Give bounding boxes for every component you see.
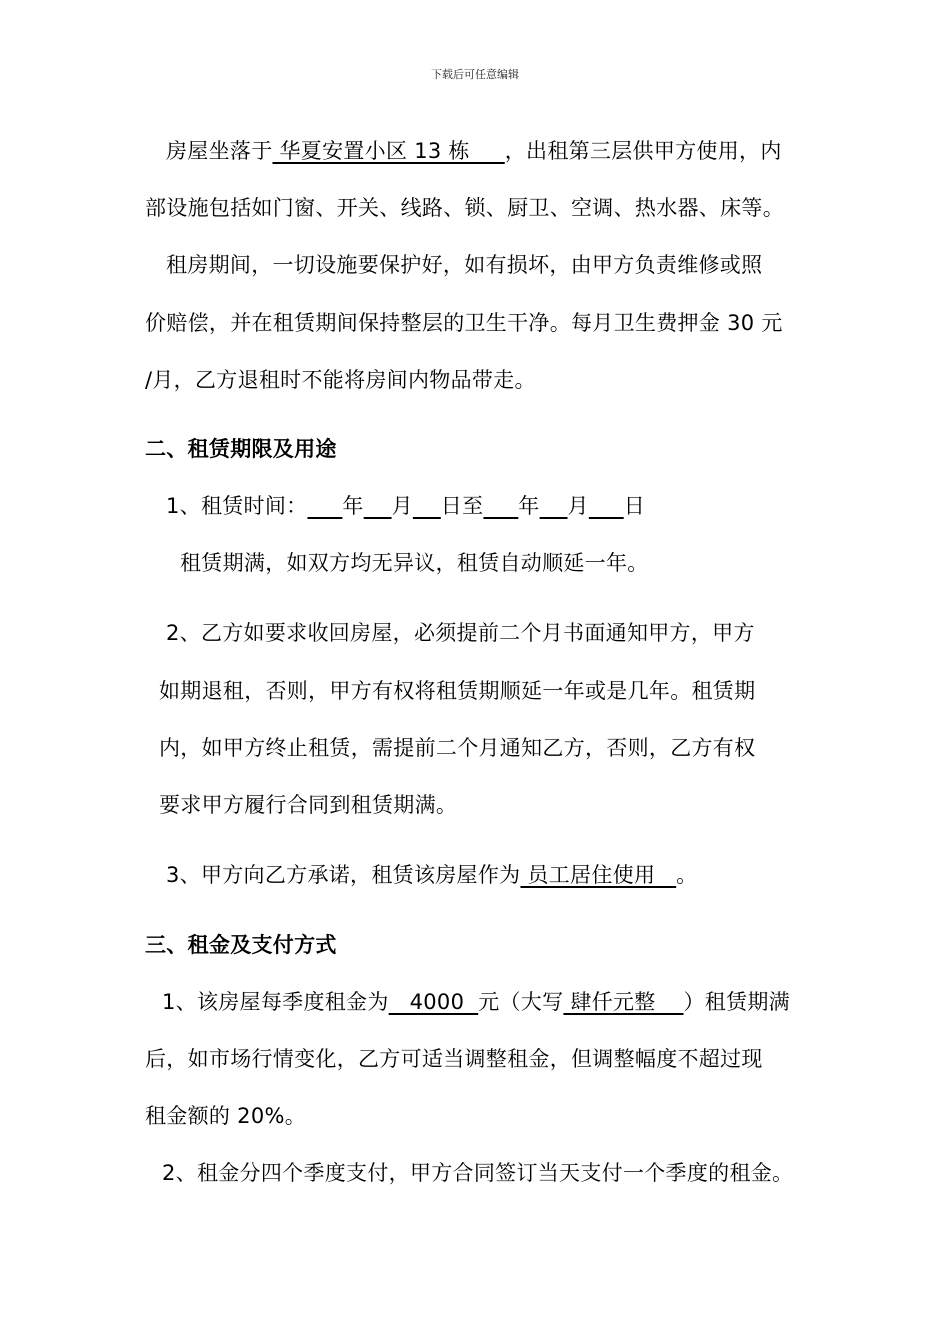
text: 日 xyxy=(623,494,646,518)
text: 1、租赁时间： xyxy=(166,494,308,518)
section-3-heading: 三、租金及支付方式 xyxy=(145,933,337,957)
blank-field xyxy=(364,494,392,518)
intro-line-3: 租房期间，一切设施要保护好，如有损坏，由甲方负责维修或照 xyxy=(166,253,763,277)
text: 1、该房屋每季度租金为 xyxy=(162,990,389,1014)
text: 月 xyxy=(567,494,589,518)
usage-field: 员工居住使用 xyxy=(520,863,677,887)
lease-period-line xyxy=(166,491,645,521)
blank-field xyxy=(307,494,342,518)
intro-line-4: 价赔偿，并在租赁期间保持整层的卫生干净。每月卫生费押金 30 元 xyxy=(145,311,783,335)
text: 房屋坐落于 xyxy=(166,139,273,163)
text: 月 xyxy=(391,494,413,518)
text: 日至 xyxy=(440,494,484,518)
blank-field xyxy=(589,494,624,518)
blank-field xyxy=(540,494,568,518)
text: 。 xyxy=(676,863,698,887)
section-2-heading: 二、租赁期限及用途 xyxy=(145,437,337,461)
text: 元（大写 xyxy=(478,990,564,1014)
item-2-line-2: 如期退租，否则，甲方有权将租赁期顺延一年或是几年。租赁期 xyxy=(159,679,756,703)
text: 3、甲方向乙方承诺，租赁该房屋作为 xyxy=(166,863,521,887)
location-field: 华夏安置小区 13 栋 xyxy=(272,139,505,163)
rent-amount-cn-field: 肆仟元整 xyxy=(563,990,684,1014)
intro-line-1 xyxy=(166,136,782,166)
item-2-line-4: 要求甲方履行合同到租赁期满。 xyxy=(159,793,458,817)
intro-line-2: 部设施包括如门窗、开关、线路、锁、厨卫、空调、热水器、床等。 xyxy=(145,196,784,220)
rent-line-1 xyxy=(162,987,790,1017)
page-header: 下载后可任意编辑 xyxy=(431,68,519,81)
rent-line-3: 租金额的 20%。 xyxy=(145,1104,307,1128)
blank-field xyxy=(413,494,441,518)
text: ，出租第三层供甲方使用，内 xyxy=(504,139,782,163)
text: 年 xyxy=(342,494,364,518)
payment-line: 2、租金分四个季度支付，甲方合同签订当天支付一个季度的租金。 xyxy=(162,1161,794,1185)
text: ）租赁期满 xyxy=(683,990,790,1014)
item-3-line xyxy=(166,860,697,890)
text: 年 xyxy=(518,494,540,518)
lease-renewal-note: 租赁期满，如双方均无异议，租赁自动顺延一年。 xyxy=(180,551,649,575)
item-2-line-3: 内，如甲方终止租赁，需提前二个月通知乙方，否则，乙方有权 xyxy=(159,736,756,760)
blank-field xyxy=(483,494,518,518)
item-2-line-1: 2、乙方如要求收回房屋，必须提前二个月书面通知甲方，甲方 xyxy=(166,621,755,645)
intro-line-5: /月，乙方退租时不能将房间内物品带走。 xyxy=(145,368,536,392)
rent-line-2: 后，如市场行情变化，乙方可适当调整租金，但调整幅度不超过现 xyxy=(145,1047,763,1071)
rent-amount-field: 4000 xyxy=(388,990,479,1014)
